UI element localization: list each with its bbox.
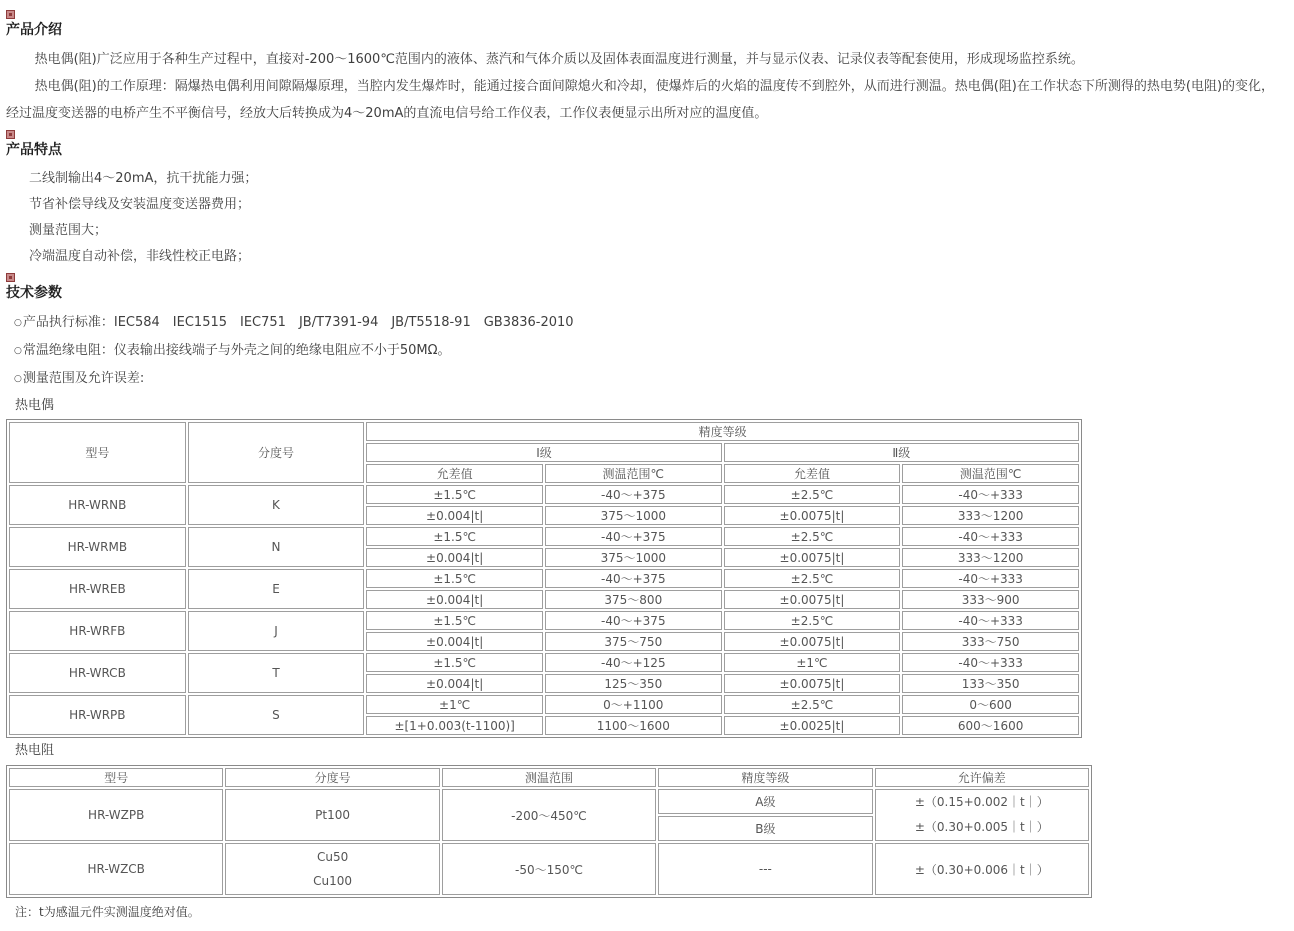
header-cell-accuracy: 精度等级	[366, 422, 1079, 441]
table-cell: ±2.5℃	[724, 569, 901, 588]
intro-paragraph-1: 热电偶(阻)广泛应用于各种生产过程中，直接对-200～1600℃范围内的液体、蒸汽和气体介质以及固体表面温度进行测量，并与显示仪表、记录仪表等配套使用，形成现场监控系统。	[34, 52, 1084, 67]
thermocouple-spec-table	[6, 419, 1082, 738]
deviation-cell	[875, 789, 1089, 841]
header-cell-range: 测温范围	[442, 768, 656, 787]
grade-cell: ---	[658, 843, 872, 895]
header-cell-index: 分度号	[188, 422, 365, 483]
section-marker-row	[6, 270, 1286, 283]
table-cell: ±0.004|t|	[366, 548, 543, 567]
feature-item: 节省补偿导线及安装温度变送器费用；	[29, 197, 251, 212]
header-cell-accuracy: 精度等级	[658, 768, 872, 787]
header-cell-grade1: Ⅰ级	[366, 443, 721, 462]
table-cell: 375～800	[545, 590, 722, 609]
range-cell: -50～150℃	[442, 843, 656, 895]
rtd-spec-table	[6, 765, 1092, 898]
feature-item: 冷端温度自动补偿，非线性校正电路；	[29, 249, 251, 264]
table-row	[9, 611, 1079, 630]
table-cell: ±0.0075|t|	[724, 506, 901, 525]
feature-item: 测量范围大；	[29, 223, 108, 238]
deviation-cell: ±（0.30+0.006｜t｜）	[875, 843, 1089, 895]
table-cell: ±1℃	[366, 695, 543, 714]
model-cell: HR-WRMB	[9, 527, 186, 567]
index-cell	[225, 843, 439, 895]
table-row	[9, 653, 1079, 672]
table-cell: 333～900	[902, 590, 1079, 609]
broken-image-icon	[6, 10, 15, 19]
table-cell: 0～600	[902, 695, 1079, 714]
section-marker-row	[6, 7, 1286, 20]
table-row	[9, 695, 1079, 714]
param-line-range	[6, 365, 1286, 393]
section-marker-row	[6, 127, 1286, 140]
intro-paragraph-2: 热电偶(阻)的工作原理：隔爆热电偶利用间隙隔爆原理，当腔内发生爆炸时，能通过接合面间隙熄火和冷却，使爆炸后的火焰的温度传不到腔外，从而进行测温。热电偶(阻)在工作状态下所测得的热电势(电阻)的变化，经过温度变送器的电桥产生不平衡信号，经放大后转换成为4～20mA的直流电信号给工作仪表，工作仪表便显示出所对应的温度值。	[6, 79, 1275, 121]
circle-bullet: ○	[14, 374, 22, 384]
table-cell: ±0.0075|t|	[724, 548, 901, 567]
table-cell: 333～1200	[902, 548, 1079, 567]
param-line-insulation	[6, 337, 1286, 365]
model-cell: HR-WRPB	[9, 695, 186, 735]
table-cell: ±1.5℃	[366, 527, 543, 546]
header-cell-index: 分度号	[225, 768, 439, 787]
model-cell: HR-WZCB	[9, 843, 223, 895]
header-cell-tolerance: 允差值	[724, 464, 901, 483]
range-cell: -200～450℃	[442, 789, 656, 841]
table-cell: ±2.5℃	[724, 695, 901, 714]
param-line-standards	[6, 309, 1286, 337]
index-cell: J	[188, 611, 365, 651]
thermocouple-table-label: 热电偶	[15, 398, 55, 413]
header-cell-range: 测温范围℃	[902, 464, 1079, 483]
footnote: 注：t为感温元件实测温度绝对值。	[15, 905, 200, 919]
intro-heading: 产品介绍	[6, 22, 62, 38]
table-cell: -40～+125	[545, 653, 722, 672]
index-cell: T	[188, 653, 365, 693]
table-cell: 133～350	[902, 674, 1079, 693]
table-cell: ±2.5℃	[724, 611, 901, 630]
table-cell: ±1.5℃	[366, 569, 543, 588]
table-cell: 375～1000	[545, 506, 722, 525]
table-cell: ±0.004|t|	[366, 506, 543, 525]
header-cell-deviation: 允许偏差	[875, 768, 1089, 787]
table-cell: ±0.0025|t|	[724, 716, 901, 735]
deviation-line: ±（0.15+0.002｜t｜）	[914, 795, 1049, 809]
header-cell-range: 测温范围℃	[545, 464, 722, 483]
table-cell: -40～+333	[902, 569, 1079, 588]
model-cell: HR-WRFB	[9, 611, 186, 651]
circle-bullet: ○	[14, 318, 22, 328]
grade-cell: B级	[658, 816, 872, 841]
table-cell: 375～750	[545, 632, 722, 651]
table-header-row	[9, 768, 1089, 787]
table-cell: ±0.004|t|	[366, 590, 543, 609]
param-line-text: 测量范围及允许误差:	[22, 371, 145, 386]
broken-image-icon	[6, 273, 15, 282]
table-cell: 333～1200	[902, 506, 1079, 525]
model-cell: HR-WRNB	[9, 485, 186, 525]
table-row	[9, 569, 1079, 588]
table-cell: 1100～1600	[545, 716, 722, 735]
table-cell: ±0.004|t|	[366, 632, 543, 651]
table-cell: ±0.0075|t|	[724, 632, 901, 651]
param-line-text: 产品执行标准：IEC584 IEC1515 IEC751 JB/T7391-94 JB/T5518-91 GB3836-2010	[22, 315, 574, 330]
param-line-text: 常温绝缘电阻：仪表输出接线端子与外壳之间的绝缘电阻应不小于50MΩ。	[22, 343, 451, 358]
table-cell: 375～1000	[545, 548, 722, 567]
grade-cell: A级	[658, 789, 872, 814]
index-cell: N	[188, 527, 365, 567]
circle-bullet: ○	[14, 346, 22, 356]
table-cell: -40～+375	[545, 485, 722, 504]
index-cell: S	[188, 695, 365, 735]
table-cell: ±1℃	[724, 653, 901, 672]
table-cell: ±[1+0.003(t-1100)]	[366, 716, 543, 735]
index-cell: K	[188, 485, 365, 525]
table-row	[9, 485, 1079, 504]
rtd-table-label: 热电阻	[15, 743, 55, 758]
table-row	[9, 843, 1089, 895]
table-cell: -40～+333	[902, 485, 1079, 504]
index-cell: E	[188, 569, 365, 609]
table-cell: ±2.5℃	[724, 485, 901, 504]
table-cell: ±0.004|t|	[366, 674, 543, 693]
table-cell: -40～+333	[902, 653, 1079, 672]
index-line: Cu50	[316, 850, 349, 864]
table-row	[9, 789, 1089, 814]
table-cell: ±1.5℃	[366, 611, 543, 630]
table-cell: ±1.5℃	[366, 485, 543, 504]
table-cell: 333～750	[902, 632, 1079, 651]
table-cell: -40～+333	[902, 527, 1079, 546]
header-cell-grade2: Ⅱ级	[724, 443, 1079, 462]
table-cell: ±0.0075|t|	[724, 674, 901, 693]
index-line: Cu100	[313, 874, 353, 888]
model-cell: HR-WZPB	[9, 789, 223, 841]
features-heading: 产品特点	[6, 142, 62, 158]
header-cell-model: 型号	[9, 768, 223, 787]
feature-item: 二线制输出4～20mA，抗干扰能力强；	[29, 171, 258, 186]
params-heading: 技术参数	[6, 285, 62, 301]
index-cell: Pt100	[225, 789, 439, 841]
table-cell: -40～+375	[545, 527, 722, 546]
table-cell: 600～1600	[902, 716, 1079, 735]
broken-image-icon	[6, 130, 15, 139]
table-cell: -40～+375	[545, 569, 722, 588]
table-cell: -40～+333	[902, 611, 1079, 630]
table-cell: -40～+375	[545, 611, 722, 630]
header-cell-tolerance: 允差值	[366, 464, 543, 483]
table-cell: ±1.5℃	[366, 653, 543, 672]
deviation-line: ±（0.30+0.005｜t｜）	[914, 820, 1049, 834]
table-cell: ±2.5℃	[724, 527, 901, 546]
model-cell: HR-WREB	[9, 569, 186, 609]
table-header-row	[9, 422, 1079, 441]
table-cell: ±0.0075|t|	[724, 590, 901, 609]
table-cell: 0～+1100	[545, 695, 722, 714]
model-cell: HR-WRCB	[9, 653, 186, 693]
table-cell: 125～350	[545, 674, 722, 693]
header-cell-model: 型号	[9, 422, 186, 483]
table-row	[9, 527, 1079, 546]
